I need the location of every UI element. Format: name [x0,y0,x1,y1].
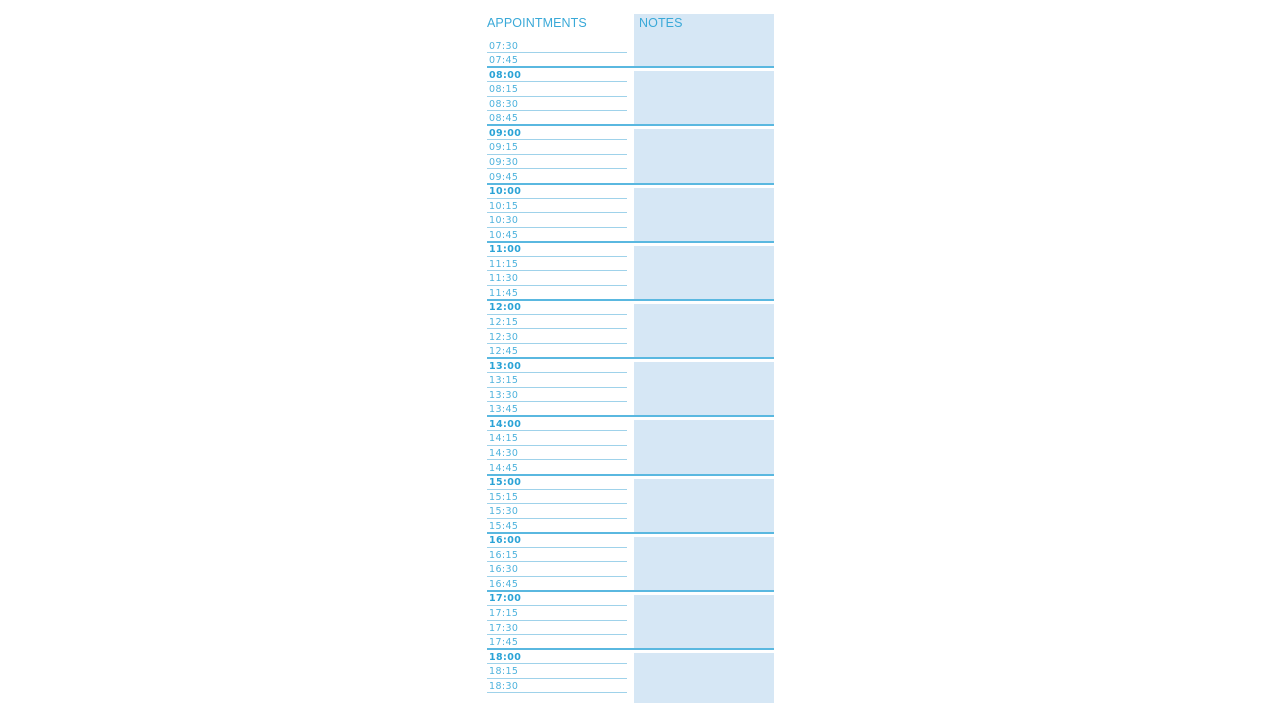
time-slot-label: 08:15 [489,84,519,96]
time-slot-label: 13:30 [489,389,519,401]
time-slot-label: 09:30 [489,156,519,168]
time-slot-label: 10:30 [489,215,519,227]
appointment-line[interactable] [487,372,627,373]
appointment-line[interactable] [487,154,627,155]
time-slot-label: 12:15 [489,316,519,328]
notes-header: NOTES [639,16,683,30]
appointment-line[interactable] [487,343,627,344]
time-slot-label: 09:00 [489,127,522,139]
notes-gap [634,592,774,595]
appointment-line[interactable] [487,561,627,562]
appointment-line[interactable] [487,139,627,140]
appointment-line[interactable] [487,401,627,402]
time-slot-label: 08:30 [489,98,519,110]
time-slot-label: 18:30 [489,680,519,692]
time-slot-label: 12:00 [489,302,522,314]
appointment-line[interactable] [487,503,627,504]
appointment-line[interactable] [487,430,627,431]
appointment-line[interactable] [487,576,627,577]
appointment-line[interactable] [487,227,627,228]
notes-gap [634,301,774,304]
notes-gap [634,417,774,420]
time-slot-label: 16:30 [489,564,519,576]
appointment-line[interactable] [487,387,627,388]
time-slot-label: 12:45 [489,346,519,358]
time-slot-label: 15:45 [489,520,519,532]
time-slot-label: 17:15 [489,608,519,619]
notes-gap [634,126,774,129]
notes-gap [634,650,774,653]
time-slot-label: 11:45 [489,287,519,299]
appointment-line[interactable] [487,198,627,199]
appointment-line[interactable] [487,489,627,490]
time-slot-label: 18:15 [489,666,519,678]
time-slot-label: 17:45 [489,637,519,649]
appointment-line[interactable] [487,445,627,446]
time-slot-label: 14:00 [489,418,522,430]
time-slot-label: 14:45 [489,462,519,474]
time-slot-label: 17:00 [489,593,522,605]
appointments-header: APPOINTMENTS [487,16,587,30]
time-slot-label: 14:30 [489,447,519,459]
time-slot-label: 16:15 [489,549,519,561]
appointment-line[interactable] [487,285,627,286]
appointment-line[interactable] [487,518,627,519]
time-slot-label: 11:00 [489,244,522,256]
appointment-line[interactable] [487,692,627,693]
notes-gap [634,359,774,362]
time-slot-label: 13:15 [489,375,519,387]
time-slot-label: 16:45 [489,578,519,590]
time-slot-label: 13:45 [489,404,519,416]
time-slot-label: 17:30 [489,622,519,634]
notes-gap [634,243,774,246]
appointment-line[interactable] [487,620,627,621]
appointment-line[interactable] [487,256,627,257]
appointment-line[interactable] [487,96,627,97]
appointment-line[interactable] [487,270,627,271]
appointment-line[interactable] [487,52,627,53]
appointment-line[interactable] [487,212,627,213]
time-slot-label: 07:45 [489,55,519,66]
time-slot-label: 18:00 [489,651,522,663]
time-slot-label: 15:15 [489,491,519,503]
time-slot-label: 13:00 [489,360,522,372]
notes-gap [634,68,774,71]
appointment-line[interactable] [487,634,627,635]
time-slot-label: 09:15 [489,142,519,154]
appointment-line[interactable] [487,314,627,315]
notes-gap [634,476,774,479]
notes-gap [634,185,774,188]
appointment-line[interactable] [487,328,627,329]
time-slot-label: 10:00 [489,186,522,197]
appointment-line[interactable] [487,81,627,82]
time-slot-label: 10:15 [489,200,519,212]
time-slot-label: 08:00 [489,69,522,81]
appointment-line[interactable] [487,168,627,169]
appointment-line[interactable] [487,110,627,111]
time-slot-label: 16:00 [489,535,522,547]
time-slot-label: 08:45 [489,113,519,125]
appointment-line[interactable] [487,459,627,460]
time-slot-label: 09:45 [489,171,519,183]
time-slot-label: 15:30 [489,506,519,518]
appointment-line[interactable] [487,547,627,548]
time-slot-label: 11:15 [489,258,519,270]
time-slot-label: 15:00 [489,477,522,488]
time-slot-label: 07:30 [489,40,519,52]
time-slot-label: 11:30 [489,273,519,285]
appointment-line[interactable] [487,678,627,679]
notes-gap [634,534,774,537]
appointment-line[interactable] [487,663,627,664]
time-slot-label: 14:15 [489,433,519,445]
time-slot-label: 10:45 [489,229,519,241]
time-slot-label: 12:30 [489,331,519,343]
appointment-line[interactable] [487,605,627,606]
